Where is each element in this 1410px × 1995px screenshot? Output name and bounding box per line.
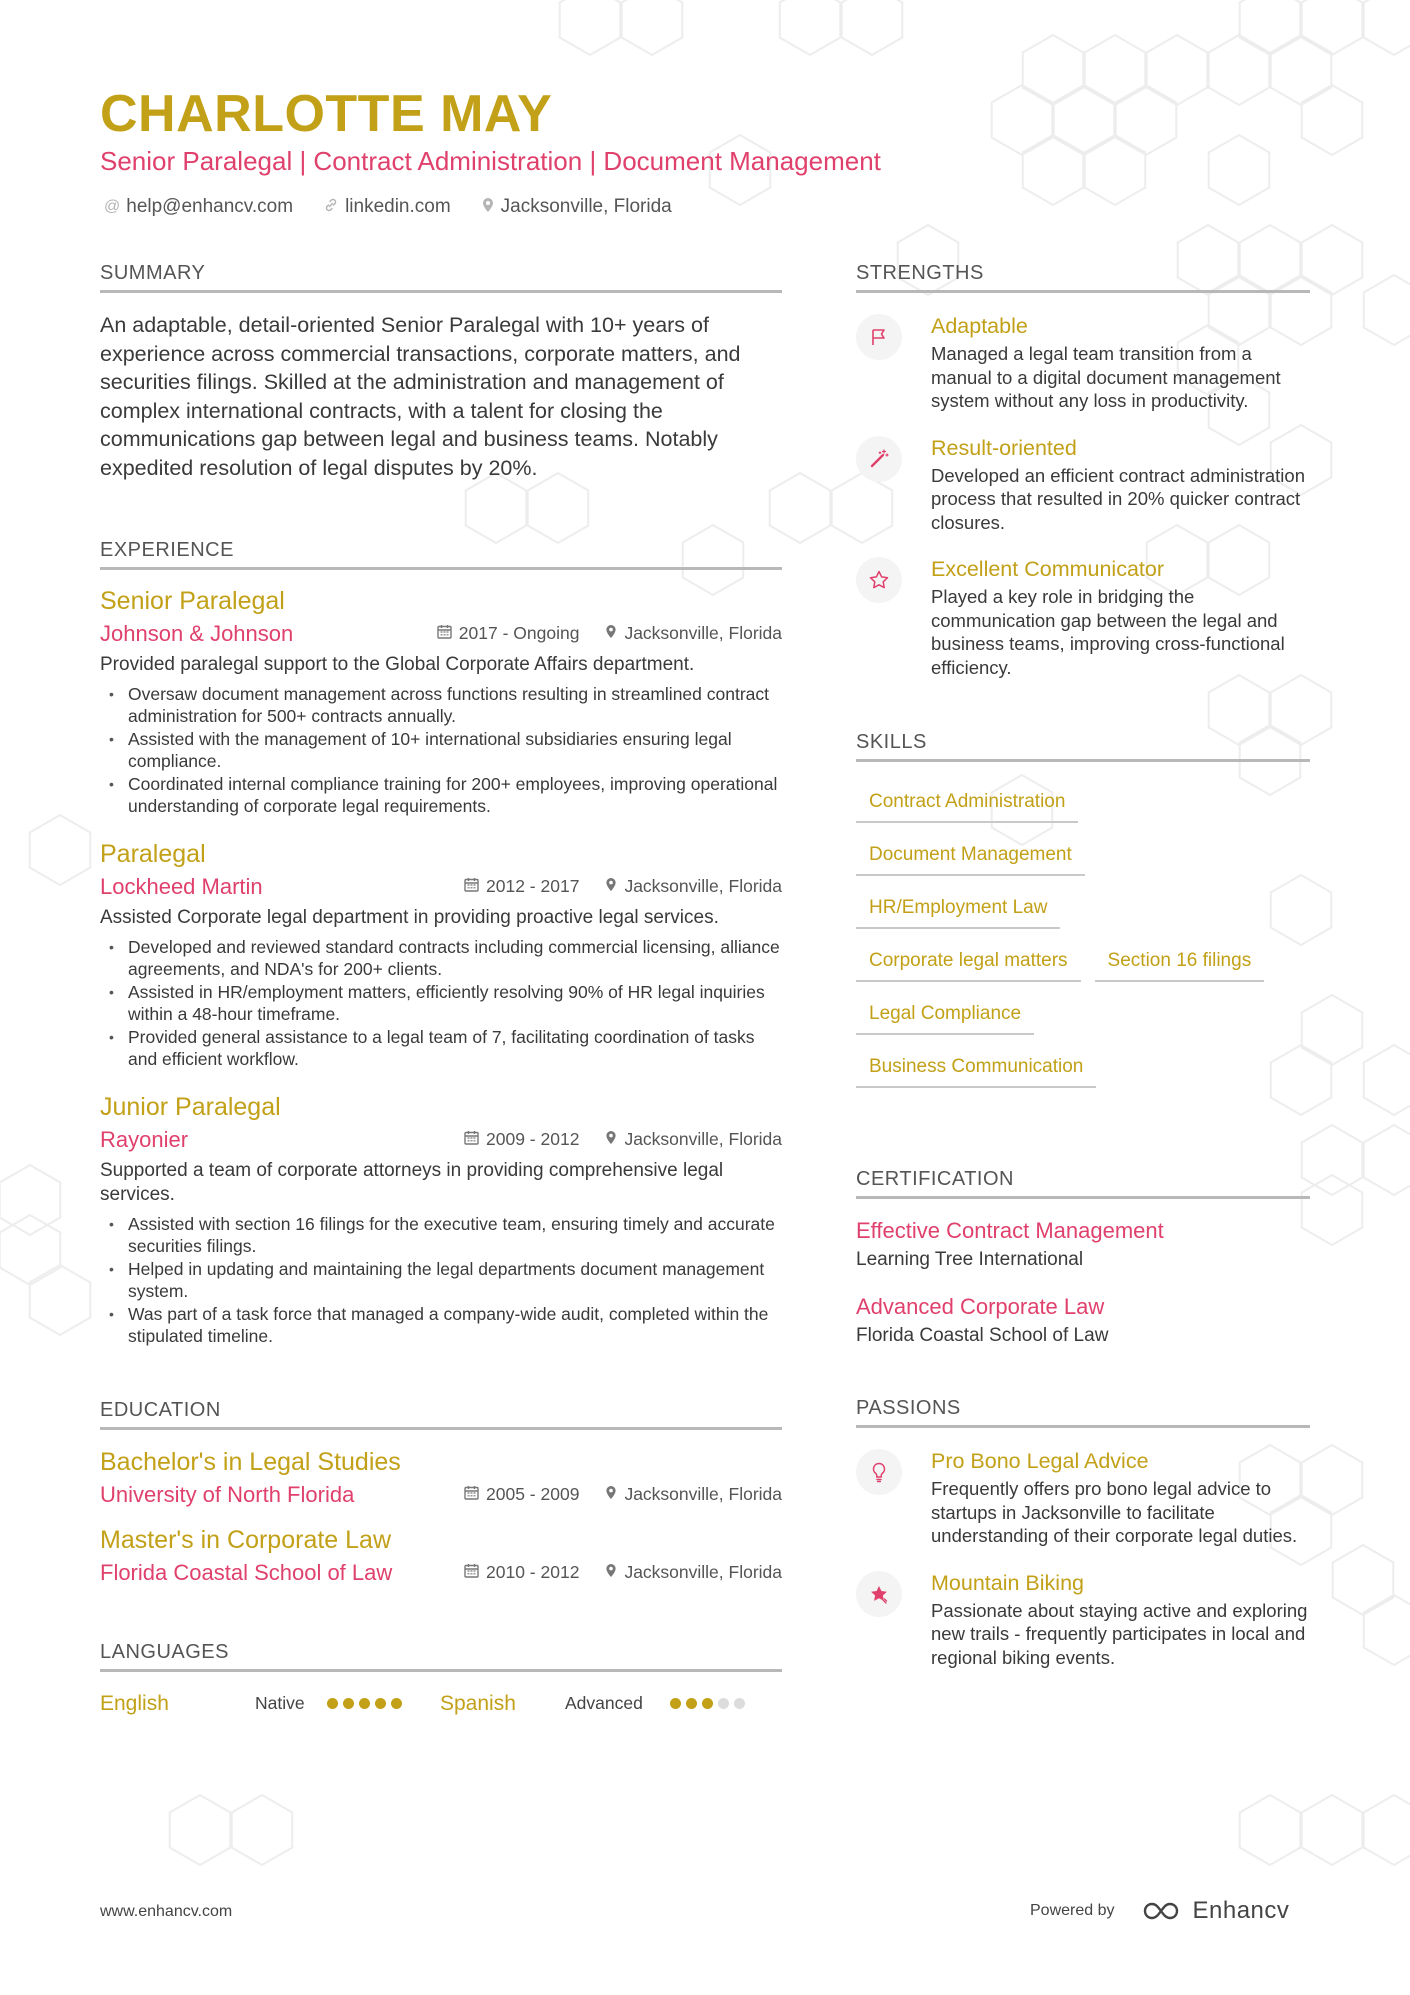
email-text: help@enhancv.com xyxy=(126,196,294,217)
job-title: Junior Paralegal xyxy=(100,1092,281,1121)
at-icon: @ xyxy=(104,198,121,215)
proficiency-dot xyxy=(702,1698,713,1709)
candidate-subtitle: Senior Paralegal | Contract Administration | Document Management xyxy=(100,146,881,176)
proficiency-dot xyxy=(375,1698,386,1709)
skill-tag: Document Management xyxy=(856,836,1085,876)
degree-title: Master's in Corporate Law xyxy=(100,1525,392,1554)
strength-description: Developed an efficient contract administration process that resulted in 20% quicker contract closures. xyxy=(931,464,1305,533)
strength-item xyxy=(856,313,1310,413)
education-section xyxy=(100,1399,782,1587)
summary-heading: SUMMARY xyxy=(100,262,782,293)
job-location-text: Jacksonville, Florida xyxy=(624,623,782,644)
company-name: Rayonier xyxy=(100,1126,189,1152)
strength-title: Adaptable xyxy=(931,314,1028,338)
location-text: Jacksonville, Florida xyxy=(500,196,672,217)
calendar-icon xyxy=(464,1485,479,1504)
education-location xyxy=(605,1562,782,1583)
strength-description: Managed a legal team transition from a manual to a digital document management system without any loss in productivity. xyxy=(931,343,1281,411)
passion-body xyxy=(931,1448,1310,1548)
language-proficiency-dots xyxy=(670,1698,780,1709)
job-location xyxy=(605,1129,782,1150)
footer-branding xyxy=(1030,1897,1289,1925)
location-pin-icon xyxy=(605,877,617,896)
proficiency-dot xyxy=(359,1698,370,1709)
location-pin-icon xyxy=(605,1485,617,1504)
bullet-item: • Assisted with the management of 10+ international subsidiaries ensuring legal compliance. xyxy=(100,728,782,772)
candidate-name: CHARLOTTE MAY xyxy=(100,85,553,143)
job-description: Supported a team of corporate attorneys in providing comprehensive legal services. xyxy=(100,1159,724,1205)
flag-icon xyxy=(856,314,902,360)
summary-text: An adaptable, detail-oriented Senior Paralegal with 10+ years of experience across commercial transactions, corporate matters, and securities filings. Skilled at the administration and management of complex international contracts, with a talent for closing the communications gap between legal and business teams. Notably expedited resolution of legal disputes by 20%. xyxy=(100,313,741,480)
passion-item xyxy=(856,1570,1310,1670)
location-pin-icon xyxy=(605,624,617,643)
job-bullets xyxy=(100,683,782,817)
proficiency-dot xyxy=(686,1698,697,1709)
job-meta xyxy=(100,620,782,648)
right-column xyxy=(856,262,1310,1669)
proficiency-dot xyxy=(343,1698,354,1709)
skill-tag: HR/Employment Law xyxy=(856,889,1060,929)
calendar-icon xyxy=(464,1130,479,1149)
star-badge-icon xyxy=(856,1571,902,1617)
strength-body xyxy=(931,435,1310,535)
experience-item xyxy=(100,1092,782,1347)
skill-tag: Legal Compliance xyxy=(856,995,1034,1035)
strength-body xyxy=(931,313,1310,413)
bullet-item: • Oversaw document management across functions resulting in streamlined contract administration for 500+ contracts annually. xyxy=(100,683,782,727)
job-bullets xyxy=(100,936,782,1070)
language-proficiency-dots xyxy=(327,1698,440,1709)
strength-title: Excellent Communicator xyxy=(931,557,1165,581)
powered-by-text: Powered by xyxy=(1030,1902,1115,1919)
proficiency-dot xyxy=(718,1698,729,1709)
passions-section xyxy=(856,1397,1310,1669)
languages-row xyxy=(100,1690,782,1718)
job-dates xyxy=(464,876,579,897)
strength-body xyxy=(931,556,1310,679)
job-title: Senior Paralegal xyxy=(100,586,285,615)
languages-heading: LANGUAGES xyxy=(100,1641,782,1672)
language-name: Spanish xyxy=(440,1691,516,1715)
calendar-icon xyxy=(464,877,479,896)
bullet-item: • Coordinated internal compliance training for 200+ employees, improving operational understanding of corporate legal requirements. xyxy=(100,773,782,817)
job-location xyxy=(605,623,782,644)
passion-body xyxy=(931,1570,1310,1670)
linkedin-text: linkedin.com xyxy=(345,196,451,217)
passions-heading: PASSIONS xyxy=(856,1397,1310,1428)
bullet-item: • Was part of a task force that managed a company-wide audit, completed within the stipulated timeline. xyxy=(100,1303,782,1347)
brand-text: Enhancv xyxy=(1192,1897,1290,1924)
strength-item xyxy=(856,435,1310,535)
skill-tag: Business Communication xyxy=(856,1048,1096,1088)
strengths-heading: STRENGTHS xyxy=(856,262,1310,293)
strengths-section xyxy=(856,262,1310,679)
job-description: Assisted Corporate legal department in providing proactive legal services. xyxy=(100,906,719,928)
language-level: Native xyxy=(255,1693,305,1714)
company-name: Lockheed Martin xyxy=(100,873,263,899)
enhancv-logo-icon xyxy=(1141,1900,1187,1922)
contact-email[interactable] xyxy=(104,196,293,218)
experience-heading: EXPERIENCE xyxy=(100,539,782,570)
proficiency-dot xyxy=(391,1698,402,1709)
education-list xyxy=(100,1447,782,1587)
summary-section xyxy=(100,262,782,483)
job-meta xyxy=(100,1126,782,1154)
job-dates-text: 2009 - 2012 xyxy=(486,1129,580,1150)
education-dates xyxy=(464,1562,579,1583)
star-icon xyxy=(856,557,902,603)
certification-section xyxy=(856,1168,1310,1347)
bullet-item: • Provided general assistance to a legal team of 7, facilitating coordination of tasks and efficient workflow. xyxy=(100,1026,782,1070)
language-name: English xyxy=(100,1691,169,1715)
experience-item xyxy=(100,839,782,1070)
strengths-list xyxy=(856,313,1310,679)
lightbulb-icon xyxy=(856,1449,902,1495)
left-column xyxy=(100,262,782,1718)
proficiency-dot xyxy=(734,1698,745,1709)
education-item xyxy=(100,1525,782,1587)
company-name: Johnson & Johnson xyxy=(100,620,294,646)
passions-list xyxy=(856,1448,1310,1669)
certification-title: Effective Contract Management xyxy=(856,1218,1164,1243)
education-heading: EDUCATION xyxy=(100,1399,782,1430)
job-bullets xyxy=(100,1213,782,1347)
bullet-item: • Developed and reviewed standard contracts including commercial licensing, alliance agreements, and NDA's for 200+ clients. xyxy=(100,936,782,980)
passion-title: Mountain Biking xyxy=(931,1570,1084,1595)
footer-website[interactable]: www.enhancv.com xyxy=(100,1903,233,1920)
passion-description: Passionate about staying active and exploring new trails - frequently participates in local and regional biking events. xyxy=(931,1599,1308,1668)
skills-section xyxy=(856,731,1310,1088)
passion-description: Frequently offers pro bono legal advice to startups in Jacksonville to facilitate understanding of their corporate legal duties. xyxy=(931,1478,1298,1546)
contact-linkedin[interactable] xyxy=(323,196,451,218)
strength-description: Played a key role in bridging the communication gap between the legal and business teams, improving cross-functional efficiency. xyxy=(931,586,1285,678)
skills-heading: SKILLS xyxy=(856,731,1310,762)
calendar-icon xyxy=(437,624,452,643)
experience-list xyxy=(100,586,782,1347)
job-location xyxy=(605,876,782,897)
job-dates xyxy=(464,1129,579,1150)
location-pin-icon xyxy=(481,197,495,218)
passion-title: Pro Bono Legal Advice xyxy=(931,1449,1149,1473)
bullet-item: • Assisted in HR/employment matters, efficiently resolving 90% of HR legal inquiries within a 48-hour timeframe. xyxy=(100,981,782,1025)
education-dates-text: 2010 - 2012 xyxy=(486,1562,580,1583)
location-pin-icon xyxy=(605,1130,617,1149)
strength-item xyxy=(856,556,1310,679)
school-name: Florida Coastal School of Law xyxy=(100,1559,393,1585)
certification-list xyxy=(856,1217,1310,1347)
education-dates-text: 2005 - 2009 xyxy=(486,1484,580,1505)
experience-section xyxy=(100,539,782,1347)
proficiency-dot xyxy=(327,1698,338,1709)
certification-title: Advanced Corporate Law xyxy=(856,1294,1105,1319)
job-description: Provided paralegal support to the Global Corporate Affairs department. xyxy=(100,653,695,675)
job-dates-text: 2012 - 2017 xyxy=(486,876,580,897)
certification-org: Florida Coastal School of Law xyxy=(856,1325,1109,1346)
skill-tag: Corporate legal matters xyxy=(856,942,1081,982)
skill-tag: Contract Administration xyxy=(856,783,1078,823)
job-location-text: Jacksonville, Florida xyxy=(624,876,782,897)
job-meta xyxy=(100,873,782,901)
certification-item xyxy=(856,1293,1310,1347)
job-title: Paralegal xyxy=(100,839,206,868)
education-meta xyxy=(100,1481,782,1509)
education-meta xyxy=(100,1559,782,1587)
job-location-text: Jacksonville, Florida xyxy=(624,1129,782,1150)
education-dates xyxy=(464,1484,579,1505)
language-level: Advanced xyxy=(565,1693,643,1714)
strength-title: Result-oriented xyxy=(931,435,1077,460)
passion-item xyxy=(856,1448,1310,1548)
skills-list xyxy=(856,770,1310,1088)
experience-item xyxy=(100,586,782,817)
bullet-item: • Assisted with section 16 filings for the executive team, ensuring timely and accurate securities filings. xyxy=(100,1213,782,1257)
contact-location xyxy=(481,196,672,218)
contact-bar xyxy=(104,196,672,218)
education-location-text: Jacksonville, Florida xyxy=(624,1484,782,1505)
link-icon xyxy=(323,197,339,218)
job-dates-text: 2017 - Ongoing xyxy=(458,623,580,644)
proficiency-dot xyxy=(670,1698,681,1709)
job-dates xyxy=(437,623,580,644)
location-pin-icon xyxy=(605,1563,617,1582)
certification-heading: CERTIFICATION xyxy=(856,1168,1310,1199)
skill-tag: Section 16 filings xyxy=(1095,942,1265,982)
education-item xyxy=(100,1447,782,1509)
education-location-text: Jacksonville, Florida xyxy=(624,1562,782,1583)
languages-section xyxy=(100,1641,782,1718)
certification-item xyxy=(856,1217,1310,1271)
certification-org: Learning Tree International xyxy=(856,1249,1084,1270)
enhancv-logo[interactable] xyxy=(1141,1897,1290,1925)
degree-title: Bachelor's in Legal Studies xyxy=(100,1447,401,1476)
education-location xyxy=(605,1484,782,1505)
magic-wand-icon xyxy=(856,436,902,482)
bullet-item: • Helped in updating and maintaining the legal departments document management system. xyxy=(100,1258,782,1302)
school-name: University of North Florida xyxy=(100,1481,355,1507)
calendar-icon xyxy=(464,1563,479,1582)
